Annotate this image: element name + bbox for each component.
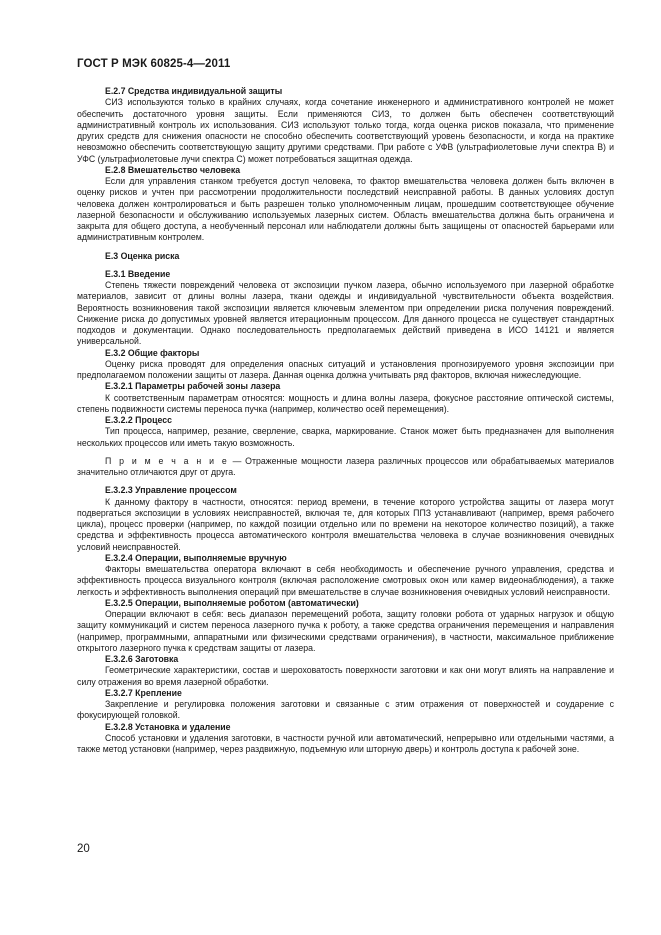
section-heading: E.3 Оценка риска [105, 250, 180, 261]
section-text: Тип процесса, например, резание, сверление, сварка, маркирование. Станок может быть предназначен для выполнения нескольких процессов или иметь такую возможность. [77, 426, 614, 448]
section-text: Способ установки и удаления заготовки, в частности ручной или автоматический, непрерывно или отдельными частями, а также метод установки (например, через раздвижную, подъемную или шторную дверь) и контроль доступа к рабочей зоне. [77, 732, 614, 754]
section-heading: E.3.2 Общие факторы [105, 347, 200, 358]
section-text: К данному фактору в частности, относятся: период времени, в течение которого устройства защиты от лазера могут подвергаться экспозиции в условиях неисправностей, включая те, для которых ППЗ устанавливают (например, время рабочего цикла), процесс проверки (например, по каждой позиции отдельно или по времени на некоторое количество позиций), а также средства и эффективность процесса автоматического контроля вмешательства человека в случае возникновения очевидных условий неисправностей. [77, 496, 614, 552]
section-heading: E.3.2.5 Операции, выполняемые роботом (автоматически) [105, 597, 359, 608]
section-heading: E.3.2.7 Крепление [105, 687, 182, 698]
section-text: Операции включают в себя: весь диапазон перемещений робота, защиту головки робота от ударных нагрузок и общую защиту коммуникаций и систем переноса лазерного пучка к роботу, а также средства ограничения перемещения и направления (например, программными, аппаратными или физическими средствами ограничения), в частности, максимальное приближение открытого лазерного пучка к средствам защиты от лазера. [77, 609, 614, 653]
section-heading: E.2.7 Средства индивидуальной защиты [105, 86, 283, 96]
section-heading: E.3.2.3 Управление процессом [105, 485, 237, 496]
section-heading: E.3.2.6 Заготовка [105, 654, 179, 664]
section-text: Факторы вмешательства оператора включают в себя необходимость и обеспечение ручного управления, средства и эффективность процесса визуального контроля (включая расположение смотровых окон или камер видеонаблюдения), а также легкость и эффективность выполнения операций при вмешательстве в случае возникновения очевидных условий неисправности. [77, 564, 614, 597]
section-text: СИЗ используются только в крайних случаях, когда сочетание инженерного и административного контролей не может обеспечить достаточного уровня защиты. Если применяются СИЗ, то должен быть обеспечен соответствующий административный контроль их использования. СИЗ используют только тогда, когда оценка рисков показала, что применение других средств для снижения опасности не способно обеспечить соответствующий уровень безопасности, и когда на практике невозможно обеспечить соответствующую защиту другими средствами. При работе с УФВ (ультрафиолетовые лучи спектра В) и УФС (ультрафиолетовые лучи спектра С) может потребоваться защитная одежда. [77, 97, 614, 164]
section-heading: E.3.2.1 Параметры рабочей зоны лазера [105, 381, 281, 392]
section-text: Если для управления станком требуется доступ человека, то фактор вмешательства человека должен быть включен в оценку рисков и учтен при рассмотрении продолжительности последствий неисправной работы. В данных условиях доступ человека должен контролироваться и быть разрешен только уполномоченным лицам, прошедшим соответствующее обучение лазерной безопасности и обслуживанию используемых лазерных систем. Область вмешательства должна быть ограничена и закрыта для общего доступа, а необученный персонал или наблюдатели должны быть защищены от опасностей барьерами или административным контролем. [77, 176, 614, 243]
document-body [77, 86, 614, 755]
section-heading: E.3.1 Введение [105, 268, 171, 279]
section-heading: E.2.8 Вмешательство человека [105, 164, 241, 175]
section-text: Оценку риска проводят для определения опасных ситуаций и установления прогнозируемого уровня экспозиции при предполагаемом положении защиты от лазера. Данная оценка должна учитывать ряд факторов, включая нижеследующие. [77, 358, 614, 380]
section-text: Закрепление и регулировка положения заготовки и связанные с этим отражения от поверхностей и соударение с фокусирующей головкой. [77, 699, 614, 721]
note-label: П р и м е ч а н и е [105, 455, 229, 466]
note-text: — Отраженные мощности лазера различных процессов или обрабатываемых материалов значительно отличаются друг от друга. [77, 455, 614, 477]
section-text: Степень тяжести повреждений человека от экспозиции пучком лазера, обычно используемого при лазерной обработке материалов, зависит от длины волны лазера, ткани одежды и индивидуальной чувствительности объекта воздействия. Вероятность возникновения такой экспозиции является ключевым элементом при определении риска получения повреждений. Снижение риска до допустимых уровней является итерационным процессом. Для данного процесса не существует стандартных подходов и документации. Однако последовательность предполагаемых действий приведена в ИСО 14121 и является универсальной. [77, 280, 614, 347]
section-heading: E.3.2.4 Операции, выполняемые вручную [105, 552, 287, 563]
section-heading: E.3.2.8 Установка и удаление [105, 721, 231, 732]
note [77, 456, 614, 479]
section-text: К соответственным параметрам относятся: мощность и длина волны лазера, фокусное расстояние оптической системы, степень подвижности системы переноса пучка (например, количество осей перемещения). [77, 392, 614, 414]
page-number: 20 [77, 843, 90, 855]
document-header: ГОСТ Р МЭК 60825-4—2011 [77, 58, 231, 70]
section-heading: E.3.2.2 Процесс [105, 415, 173, 425]
section-text: Геометрические характеристики, состав и шероховатость поверхности заготовки и как они могут влиять на направление и силу отражения во время лазерной обработки. [77, 665, 614, 687]
